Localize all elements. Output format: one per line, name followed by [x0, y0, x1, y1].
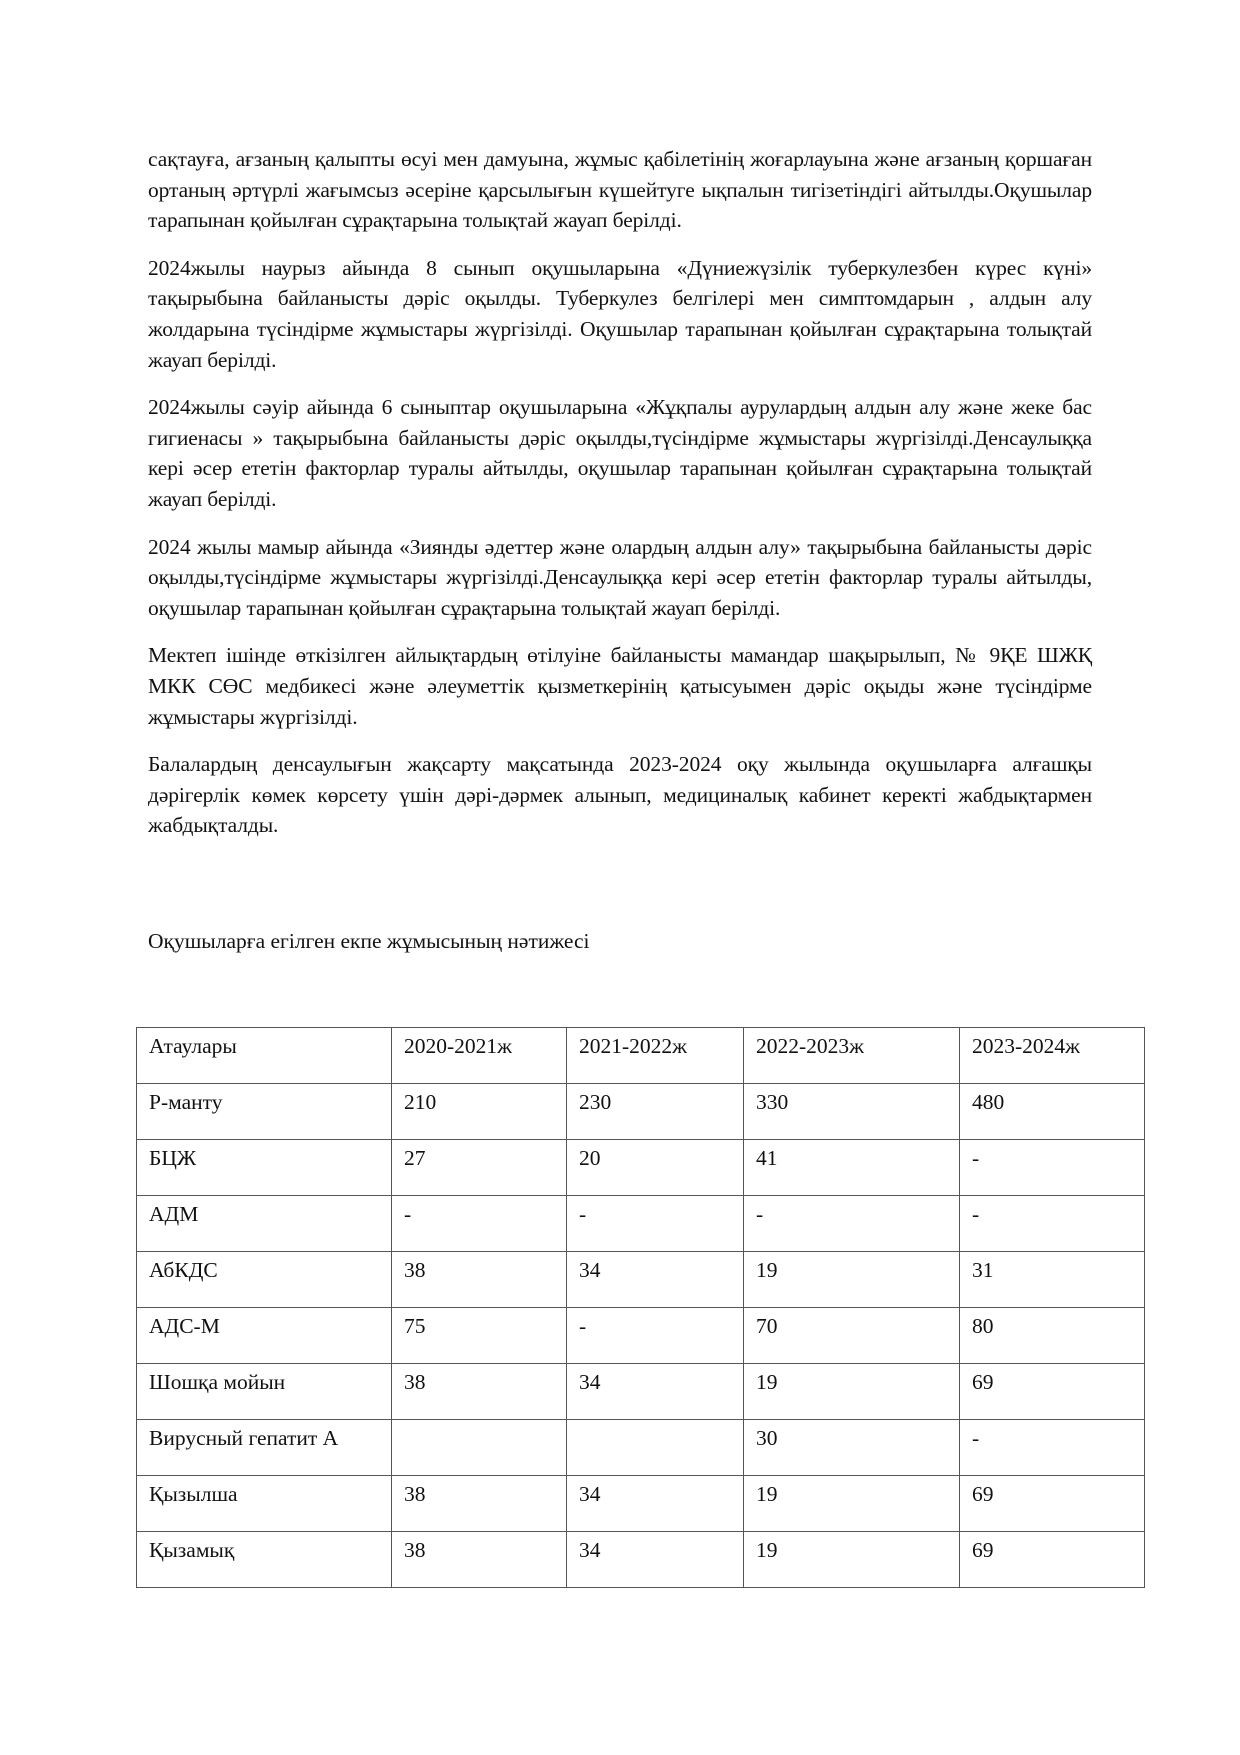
- value-cell: 38: [392, 1252, 567, 1308]
- paragraph-invited-specialists: Мектеп ішінде өткізілген айлықтардың өтілуіне байланысты мамандар шақырылып, № 9ҚЕ ШЖҚ МКК СӨС медбикесі және әлеуметтік қызметкерінің қатысуымен дәріс оқыды және түсіндірме жұмыстары жүргізілді.: [148, 643, 1092, 729]
- value-cell: 38: [392, 1476, 567, 1532]
- value-cell: 34: [567, 1476, 744, 1532]
- table-row: [137, 1196, 1145, 1252]
- table-row: [137, 1476, 1145, 1532]
- value-cell: -: [960, 1196, 1145, 1252]
- vaccine-name-cell: БЦЖ: [137, 1140, 392, 1196]
- vaccination-table: [136, 1027, 1145, 1588]
- value-cell: -: [960, 1420, 1145, 1476]
- vaccine-name-cell: Қызылша: [137, 1476, 392, 1532]
- table-row: [137, 1252, 1145, 1308]
- value-cell: 34: [567, 1252, 744, 1308]
- value-cell: -: [567, 1196, 744, 1252]
- table-row: [137, 1364, 1145, 1420]
- value-cell: 210: [392, 1084, 567, 1140]
- table-row: [137, 1420, 1145, 1476]
- paragraph-tuberculosis-day: 2024жылы наурыз айында 8 сынып оқушыларына «Дүниежүзілік туберкулезбен күрес күні» тақырыбына байланысты дәріс оқылды. Туберкулез белгілері мен симптомдарын , алдын алу жолдарына түсіндірме жұмыстары жүргізілді. Оқушылар тарапынан қойылған сұрақтарына толықтай жауап берілді.: [148, 255, 1092, 372]
- vaccine-name-cell: АДМ: [137, 1196, 392, 1252]
- value-cell: 19: [744, 1476, 960, 1532]
- value-cell: -: [960, 1140, 1145, 1196]
- header-cell: 2022-2023ж: [744, 1028, 960, 1084]
- table-row: [137, 1532, 1145, 1588]
- vaccine-name-cell: АбКДС: [137, 1252, 392, 1308]
- table-row: [137, 1084, 1145, 1140]
- vaccine-name-cell: Шошқа мойын: [137, 1364, 392, 1420]
- value-cell: 69: [960, 1532, 1145, 1588]
- header-cell: Атаулары: [137, 1028, 392, 1084]
- vaccine-name-cell: Р-манту: [137, 1084, 392, 1140]
- value-cell: 34: [567, 1532, 744, 1588]
- value-cell: 31: [960, 1252, 1145, 1308]
- value-cell: 30: [744, 1420, 960, 1476]
- value-cell: 38: [392, 1364, 567, 1420]
- header-cell: 2020-2021ж: [392, 1028, 567, 1084]
- value-cell: 70: [744, 1308, 960, 1364]
- value-cell: 75: [392, 1308, 567, 1364]
- table-row: [137, 1308, 1145, 1364]
- value-cell: 330: [744, 1084, 960, 1140]
- value-cell: 480: [960, 1084, 1145, 1140]
- value-cell: -: [744, 1196, 960, 1252]
- value-cell: 19: [744, 1364, 960, 1420]
- value-cell: 41: [744, 1140, 960, 1196]
- value-cell: 69: [960, 1364, 1145, 1420]
- table-title: Оқушыларға егілген екпе жұмысының нәтижесі: [148, 929, 590, 953]
- value-cell: 34: [567, 1364, 744, 1420]
- value-cell: 19: [744, 1252, 960, 1308]
- value-cell: 19: [744, 1532, 960, 1588]
- value-cell: 230: [567, 1084, 744, 1140]
- value-cell: 69: [960, 1476, 1145, 1532]
- value-cell: 38: [392, 1532, 567, 1588]
- vaccine-name-cell: Вирусный гепатит А: [137, 1420, 392, 1476]
- value-cell: -: [567, 1308, 744, 1364]
- table-header-row: [137, 1028, 1145, 1084]
- paragraph-health-effects: сақтауға, ағзаның қалыпты өсуі мен дамуына, жұмыс қабілетінің жоғарлауына және ағзаның қоршаған ортаның әртүрлі жағымсыз әсеріне қарсылығын күшейтуге ықпалын тигізетіндігі айтылды.Оқушылар тарапынан қойылған сұрақтарына толықтай жауап берілді.: [148, 147, 1092, 233]
- value-cell: -: [392, 1196, 567, 1252]
- header-cell: 2023-2024ж: [960, 1028, 1145, 1084]
- vaccine-name-cell: Қызамық: [137, 1532, 392, 1588]
- header-cell: 2021-2022ж: [567, 1028, 744, 1084]
- paragraph-harmful-habits: 2024 жылы мамыр айында «Зиянды әдеттер және олардың алдын алу» тақырыбына байланысты дәріс оқылды,түсіндірме жұмыстары жүргізілді.Денсаулыққа кері әсер ететін факторлар туралы айтылды, оқушылар тарапынан қойылған сұрақтарына толықтай жауап берілді.: [148, 534, 1092, 620]
- value-cell: [567, 1420, 744, 1476]
- value-cell: 80: [960, 1308, 1145, 1364]
- body-text: [148, 144, 1092, 858]
- paragraph-medical-cabinet: Балалардың денсаулығын жақсарту мақсатында 2023-2024 оқу жылында оқушыларға алғашқы дәрігерлік көмек көрсету үшін дәрі-дәрмек алынып, медициналық кабинет керекті жабдықтармен жабдықталды.: [148, 752, 1092, 838]
- value-cell: 27: [392, 1140, 567, 1196]
- vaccine-name-cell: АДС-М: [137, 1308, 392, 1364]
- value-cell: 20: [567, 1140, 744, 1196]
- table-row: [137, 1140, 1145, 1196]
- paragraph-infectious-diseases: 2024жылы сәуір айында 6 сыныптар оқушыларына «Жұқпалы аурулардың алдын алу және жеке бас гигиенасы » тақырыбына байланысты дәріс оқылды,түсіндірме жұмыстары жүргізілді.Денсаулыққа кері әсер ететін факторлар туралы айтылды, оқушылар тарапынан қойылған сұрақтарына толықтай жауап берілді.: [148, 395, 1092, 511]
- value-cell: [392, 1420, 567, 1476]
